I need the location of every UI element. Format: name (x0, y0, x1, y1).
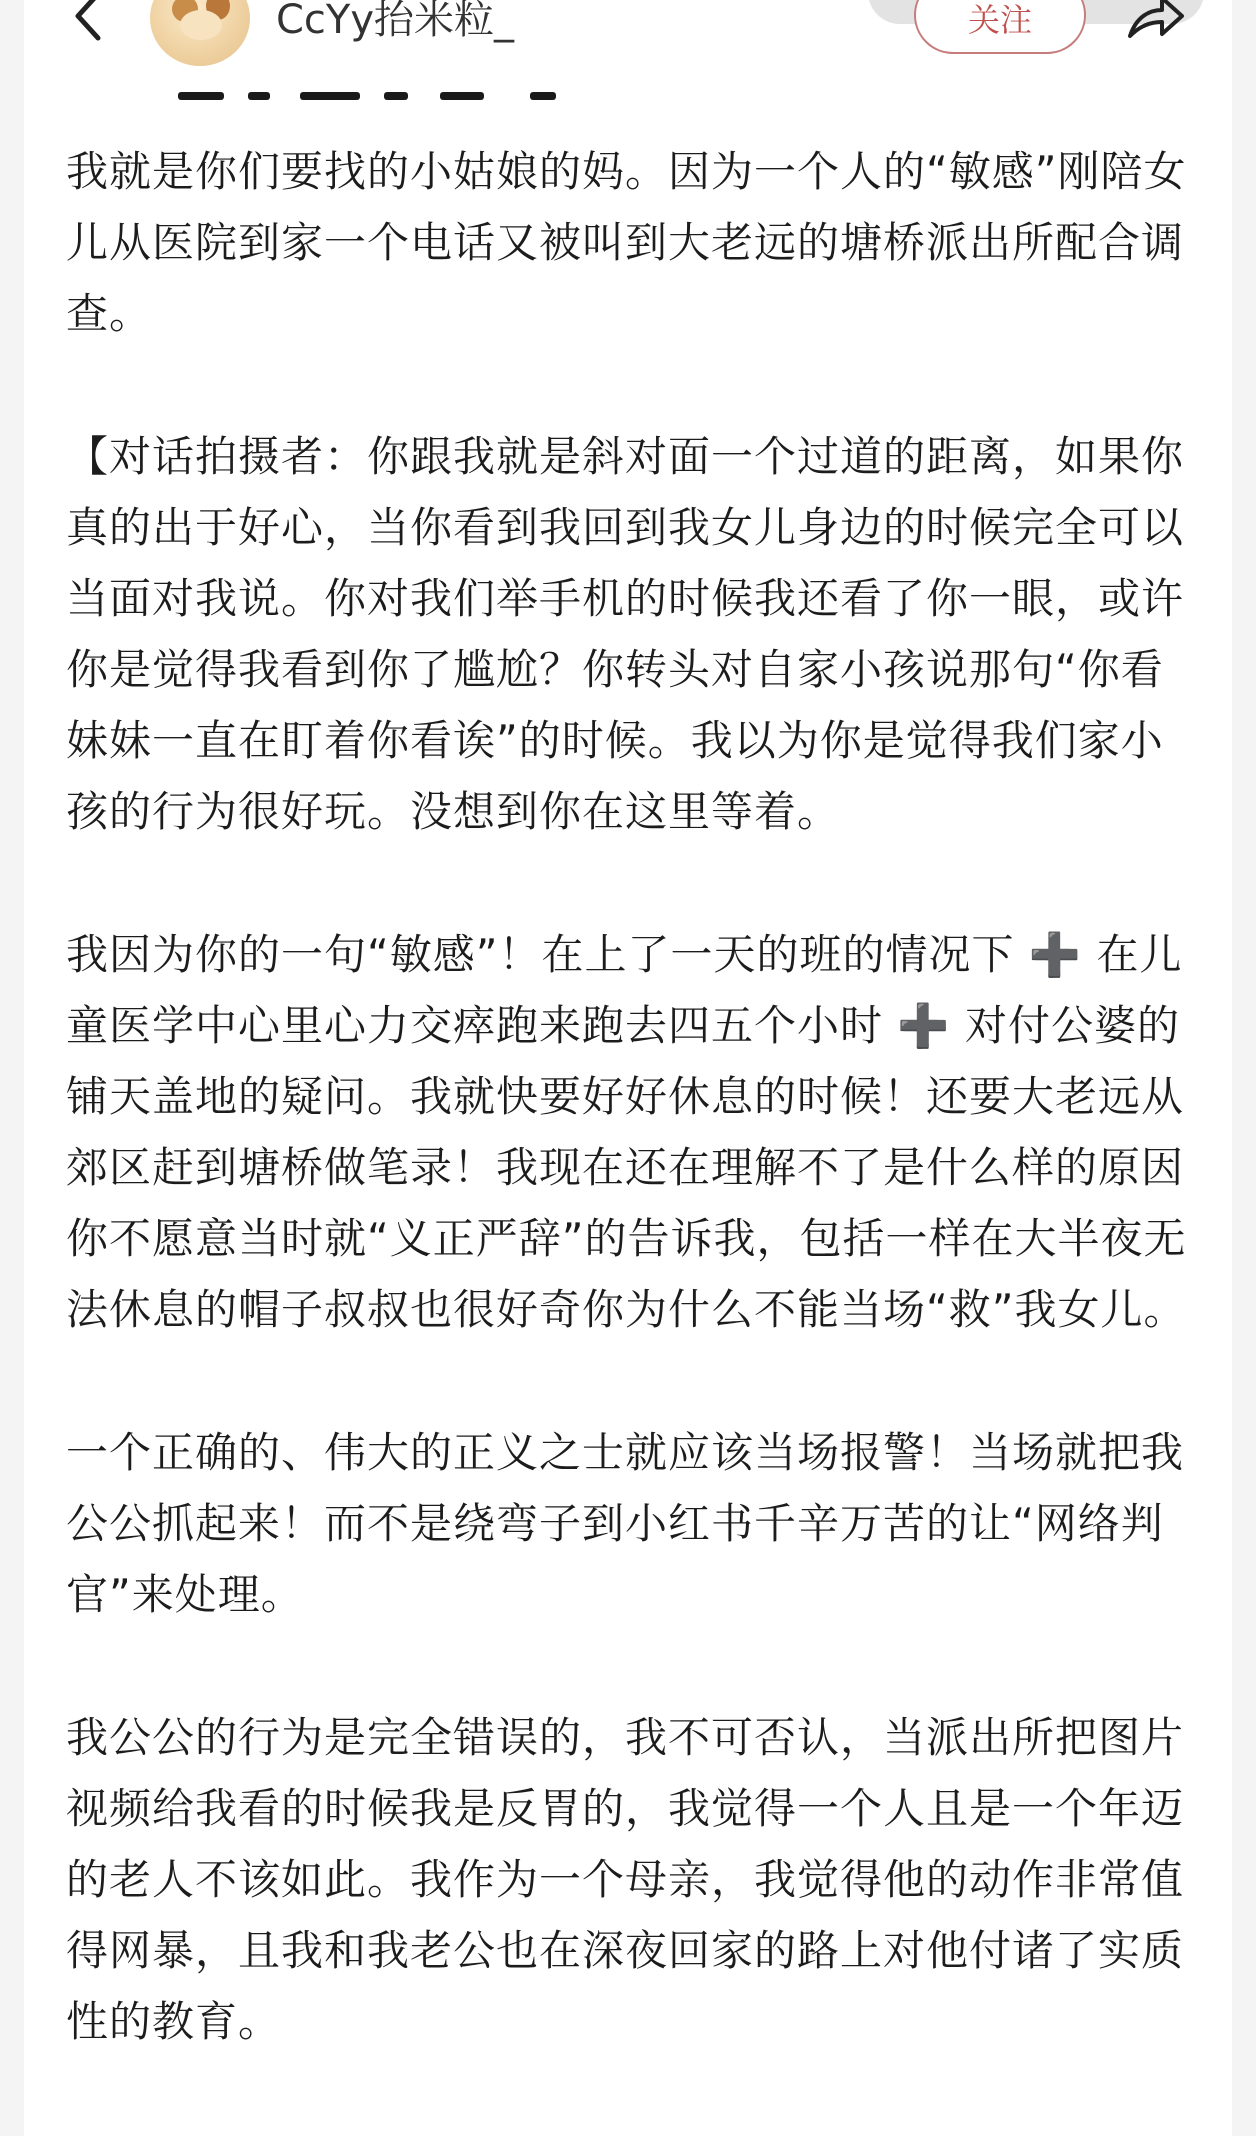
post-paragraph-1: 我就是你们要找的小姑娘的妈。因为一个人的“敏感”刚陪女儿从医院到家一个电话又被叫到大老远的塘桥派出所配合调查。 (66, 147, 1187, 338)
follow-button[interactable]: 关注 (914, 0, 1086, 54)
back-button[interactable] (68, 0, 108, 48)
post-paragraph-4: 一个正确的、伟大的正义之士就应该当场报警！当场就把我公公抓起来！而不是绕弯子到小红书千辛万苦的让“网络判官”来处理。 (66, 1428, 1185, 1619)
post-paragraph-3 (66, 919, 1196, 1345)
clipped-text-fragment (384, 92, 408, 100)
post-header (0, 0, 1256, 80)
paragraph-3-part-c: 对付公婆的铺天盖地的疑问。我就快要好好休息的时候！还要大老远从郊区赶到塘桥做笔录！我现在还在理解不了是什么样的原因你不愿意当时就“义正严辞”的告诉我，包括一样在大半夜无法休息的帽子叔叔也很好奇你为什么不能当场“救”我女儿。 (66, 1001, 1187, 1334)
share-button[interactable] (1126, 0, 1186, 42)
clipped-text-fragment (300, 92, 360, 100)
post-paragraph-2: 【对话拍摄者：你跟我就是斜对面一个过道的距离，如果你真的出于好心，当你看到我回到我女儿身边的时候完全可以当面对我说。你对我们举手机的时候我还看了你一眼，或许你是觉得我看到你了尴尬？你转头对自家小孩说那句“你看妹妹一直在盯着你看诶”的时候。我以为你是觉得我们家小孩的行为很好玩。没想到你在这里等着。 (66, 432, 1185, 836)
chevron-left-icon (68, 0, 108, 48)
author-username[interactable]: CcYy抬米粒_ (276, 0, 515, 43)
post-body (66, 136, 1196, 2129)
share-arrow-icon (1126, 0, 1186, 42)
paragraph-3-part-a: 我因为你的一句“敏感”！在上了一天的班的情况下 (66, 930, 1015, 979)
clipped-text-fragment (248, 92, 270, 100)
heavy-plus-icon: ➕ (1028, 930, 1083, 979)
heavy-plus-icon: ➕ (897, 1001, 951, 1050)
clipped-text-fragment (178, 92, 224, 100)
clipped-text-fragment (440, 92, 484, 100)
avatar[interactable] (150, 0, 250, 66)
paragraph-3-part-b: 在儿童医学中心里心力交瘁跑来跑去四五个小时 (66, 930, 1183, 1050)
clipped-text-fragment (530, 92, 556, 100)
post-paragraph-5: 我公公的行为是完全错误的，我不可否认，当派出所把图片视频给我看的时候我是反胃的，我觉得一个人且是一个年迈的老人不该如此。我作为一个母亲，我觉得他的动作非常值得网暴，且我和我老公也在深夜回家的路上对他付诸了实质性的教育。 (66, 1713, 1185, 2046)
